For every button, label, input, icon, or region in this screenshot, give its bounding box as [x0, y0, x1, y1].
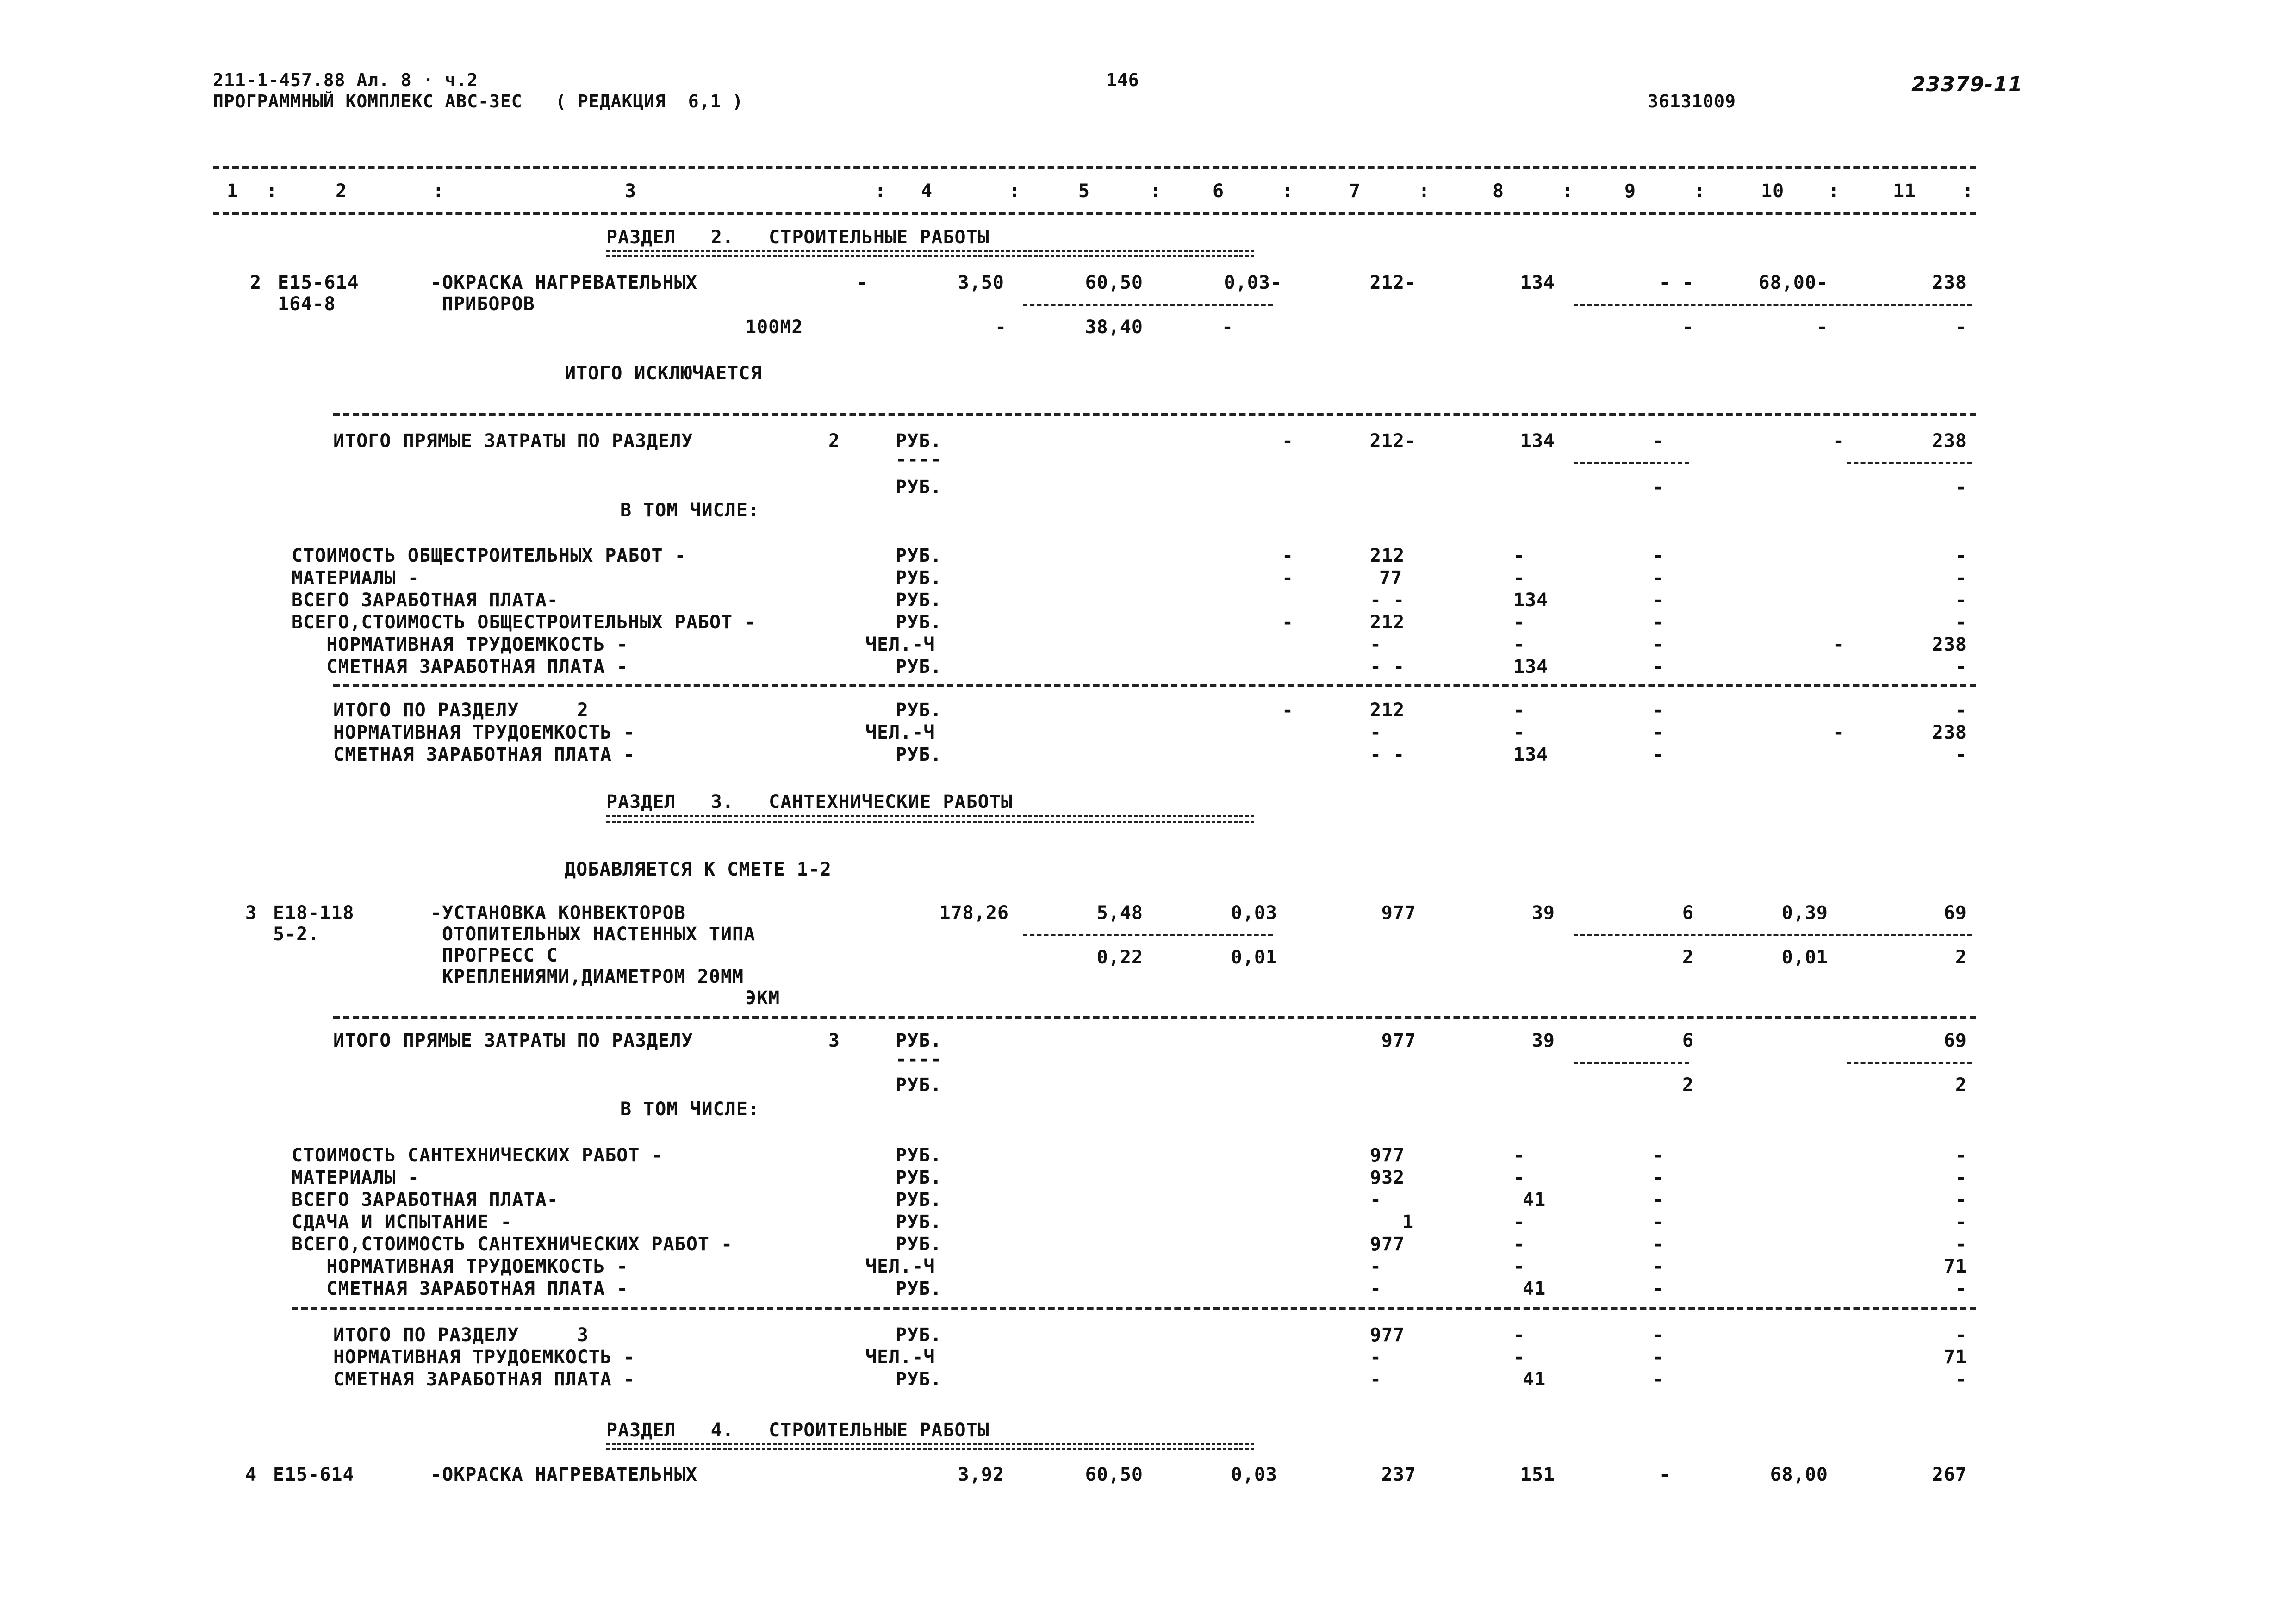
section-title: РАЗДЕЛ 2. СТРОИТЕЛЬНЫЕ РАБОТЫ — [606, 227, 989, 248]
cell: - — [1652, 1324, 1664, 1346]
row-label: СМЕТНАЯ ЗАРАБОТНАЯ ПЛАТА - — [292, 656, 628, 677]
cell: - — [1955, 317, 1967, 338]
unit: РУБ. — [896, 700, 942, 721]
cell: 932 — [1370, 1167, 1405, 1188]
sub-rule — [1023, 304, 1273, 306]
cell: - — [1652, 1167, 1664, 1188]
column-separators: : — [1562, 180, 1574, 202]
sub-rule — [1574, 462, 1689, 464]
cell: - — [1652, 634, 1664, 655]
column-header: 7 — [1349, 180, 1361, 202]
cell: - — [1370, 1278, 1382, 1299]
item-reference: 164-8 — [278, 293, 336, 315]
column-header: 5 — [1078, 180, 1090, 202]
section-number: 3 — [828, 1030, 840, 1051]
item-number: 4 — [245, 1464, 257, 1485]
column-header: 2 — [336, 180, 348, 202]
cell: - — [1370, 1256, 1382, 1277]
unit: РУБ. — [896, 1074, 942, 1096]
cell: 212- — [1369, 272, 1416, 293]
row-label: МАТЕРИАЛЫ - — [292, 1167, 419, 1188]
cell: - — [1513, 1324, 1525, 1346]
cell: 134 — [1513, 590, 1549, 611]
cell: 0,01 — [1781, 947, 1828, 968]
item-name: КРЕПЛЕНИЯМИ,ДИАМЕТРОМ 20ММ — [442, 966, 744, 988]
cell: - — [1955, 567, 1967, 589]
table-rule — [333, 1016, 1976, 1019]
cell: - — [1282, 545, 1294, 566]
unit: ЧЕЛ.-Ч — [865, 634, 935, 655]
column-separators: : — [1828, 180, 1840, 202]
cell: 212 — [1370, 612, 1405, 633]
column-separators: : — [1694, 180, 1706, 202]
row-label: СТОИМОСТЬ ОБЩЕСТРОИТЕЛЬНЫХ РАБОТ - — [292, 545, 686, 566]
cell: 0,03 — [1231, 1464, 1277, 1485]
cell: - — [1955, 700, 1967, 721]
cell: - — [1513, 700, 1525, 721]
cell: - — [1652, 590, 1664, 611]
unit: РУБ. — [896, 1145, 942, 1166]
cell: - — [1282, 700, 1294, 721]
unit: РУБ. — [896, 1369, 942, 1390]
cell: 41 — [1523, 1189, 1546, 1211]
cell: - — [1652, 1347, 1664, 1368]
item-unit: ЭКМ — [745, 988, 780, 1009]
cell: 0,03- — [1224, 272, 1282, 293]
cell: - — [1513, 1167, 1525, 1188]
cell: 6 — [1682, 1030, 1694, 1051]
including-label: В ТОМ ЧИСЛЕ: — [620, 1099, 759, 1120]
unit: РУБ. — [896, 656, 942, 677]
cell: 977 — [1370, 1324, 1405, 1346]
column-separators: : — [875, 180, 887, 202]
cell: - — [1682, 317, 1694, 338]
cell: - — [1833, 430, 1845, 452]
cell: - — [1652, 744, 1664, 765]
cell: - — [1282, 567, 1294, 589]
page-number: 146 — [1106, 70, 1139, 90]
unit: РУБ. — [896, 545, 942, 566]
cell: 237 — [1381, 1464, 1416, 1485]
item-name: -ОКРАСКА НАГРЕВАТЕЛЬНЫХ — [430, 1464, 697, 1485]
unit: РУБ. — [896, 430, 942, 452]
row-label: СДАЧА И ИСПЫТАНИЕ - — [292, 1211, 512, 1233]
row-label: НОРМАТИВНАЯ ТРУДОЕМКОСТЬ - — [333, 1347, 635, 1368]
cell: - — [1955, 1145, 1967, 1166]
cell: - — [1513, 1347, 1525, 1368]
unit: РУБ. — [896, 477, 942, 498]
row-label: ИТОГО ПРЯМЫЕ ЗАТРАТЫ ПО РАЗДЕЛУ — [333, 1030, 693, 1051]
item-number: 3 — [245, 902, 257, 924]
row-label: ИТОГО ПО РАЗДЕЛУ 3 — [333, 1324, 589, 1346]
cell: 977 — [1381, 902, 1416, 924]
cell: - - — [1370, 744, 1405, 765]
cell: - — [995, 317, 1007, 338]
cell: 5,48 — [1096, 902, 1143, 924]
item-reference: 5-2. — [273, 924, 320, 945]
cell: - — [1652, 1369, 1664, 1390]
program-title: ПРОГРАММНЫЙ КОМПЛЕКС АВС-ЗЕС ( РЕДАКЦИЯ 6,1 ) — [213, 91, 744, 112]
column-header: 4 — [921, 180, 933, 202]
item-name: ПРИБОРОВ — [442, 293, 535, 315]
column-header: 3 — [625, 180, 637, 202]
column-separators: : — [1009, 180, 1021, 202]
added-note: ДОБАВЛЯЕТСЯ К СМЕТЕ 1-2 — [565, 859, 832, 880]
cell: - — [1955, 1369, 1967, 1390]
cell: 3,50 — [958, 272, 1004, 293]
cell: - — [1652, 545, 1664, 566]
cell: 60,50 — [1085, 1464, 1143, 1485]
cell: - — [1652, 612, 1664, 633]
row-label: МАТЕРИАЛЫ - — [292, 567, 419, 589]
unit-dash: ---- — [896, 1049, 942, 1070]
unit: ЧЕЛ.-Ч — [865, 722, 935, 743]
cell: 41 — [1523, 1278, 1546, 1299]
cell: 134 — [1520, 430, 1555, 452]
cell: - — [1513, 1234, 1525, 1255]
row-label: ИТОГО ПРЯМЫЕ ЗАТРАТЫ ПО РАЗДЕЛУ — [333, 430, 693, 452]
cell: - — [1370, 1347, 1382, 1368]
item-unit: 100М2 — [745, 317, 803, 338]
column-header: 11 — [1893, 180, 1916, 202]
table-rule — [213, 166, 1976, 169]
cell: 71 — [1943, 1256, 1967, 1277]
unit: ЧЕЛ.-Ч — [865, 1347, 935, 1368]
cell: - — [1955, 1167, 1967, 1188]
unit: РУБ. — [896, 590, 942, 611]
table-rule — [333, 684, 1976, 687]
excluded-note: ИТОГО ИСКЛЮЧАЕТСЯ — [565, 363, 762, 384]
item-code: Е15-614 — [278, 272, 359, 293]
sub-rule — [1574, 304, 1972, 306]
item-name: ОТОПИТЕЛЬНЫХ НАСТЕННЫХ ТИПА — [442, 924, 756, 945]
section-number: 2 — [828, 430, 840, 452]
cell: - — [1513, 567, 1525, 589]
cell: 977 — [1381, 1030, 1416, 1051]
cell: - — [1652, 477, 1664, 498]
cell: - — [1652, 1256, 1664, 1277]
item-name: -УСТАНОВКА КОНВЕКТОРОВ — [430, 902, 686, 924]
cell: - — [1955, 590, 1967, 611]
cell: - — [1955, 1211, 1967, 1233]
unit: РУБ. — [896, 1211, 942, 1233]
cell: - — [1652, 1189, 1664, 1211]
column-header: 1 — [227, 180, 239, 202]
column-separators: : — [1282, 180, 1294, 202]
cell: - — [1652, 1211, 1664, 1233]
unit: РУБ. — [896, 1030, 942, 1051]
cell: - — [1652, 1278, 1664, 1299]
row-label: СТОИМОСТЬ САНТЕХНИЧЕСКИХ РАБОТ - — [292, 1145, 663, 1166]
sub-rule — [1023, 934, 1273, 936]
cell: - - — [1659, 272, 1694, 293]
column-header: 8 — [1493, 180, 1505, 202]
cell: 2 — [1955, 1074, 1967, 1096]
cell: 212 — [1370, 700, 1405, 721]
cell: 0,01 — [1231, 947, 1277, 968]
cell: 2 — [1955, 947, 1967, 968]
cell: 178,26 — [939, 902, 1009, 924]
sub-rule — [1847, 1062, 1972, 1064]
cell: - — [1652, 1234, 1664, 1255]
table-rule — [333, 413, 1976, 416]
double-rule — [606, 250, 1254, 257]
section-title: РАЗДЕЛ 3. САНТЕХНИЧЕСКИЕ РАБОТЫ — [606, 791, 1013, 813]
item-code: Е18-118 — [273, 902, 355, 924]
cell: 69 — [1943, 902, 1967, 924]
row-label: НОРМАТИВНАЯ ТРУДОЕМКОСТЬ - — [292, 634, 628, 655]
column-header: 6 — [1213, 180, 1225, 202]
cell: - — [1955, 656, 1967, 677]
cell: - — [1222, 317, 1234, 338]
cell: - — [1659, 1464, 1671, 1485]
cell: - — [1955, 1278, 1967, 1299]
item-number: 2 — [250, 272, 262, 293]
cell: 41 — [1523, 1369, 1546, 1390]
cell: - — [1955, 612, 1967, 633]
cell: - — [1652, 700, 1664, 721]
cell: 267 — [1932, 1464, 1967, 1485]
cell: - - — [1370, 656, 1405, 677]
cell: 0,39 — [1781, 902, 1828, 924]
cell: 2 — [1682, 1074, 1694, 1096]
row-label: СМЕТНАЯ ЗАРАБОТНАЯ ПЛАТА - — [292, 1278, 628, 1299]
cell: - — [1513, 545, 1525, 566]
cell: - — [1370, 634, 1382, 655]
cell: 212 — [1370, 545, 1405, 566]
document-code: 36131009 — [1648, 91, 1736, 112]
cell: - — [1513, 612, 1525, 633]
unit: РУБ. — [896, 567, 942, 589]
cell: - — [1816, 317, 1828, 338]
unit-dash: ---- — [896, 449, 942, 470]
cell: - — [1513, 1145, 1525, 1166]
cell: 2 — [1682, 947, 1694, 968]
item-name: -ОКРАСКА НАГРЕВАТЕЛЬНЫХ — [430, 272, 697, 293]
cell: - — [1652, 1145, 1664, 1166]
cell: 38,40 — [1085, 317, 1143, 338]
row-label: СМЕТНАЯ ЗАРАБОТНАЯ ПЛАТА - — [333, 1369, 635, 1390]
unit: ЧЕЛ.-Ч — [865, 1256, 935, 1277]
item-code: Е15-614 — [273, 1464, 355, 1485]
table-rule — [292, 1307, 1976, 1310]
including-label: В ТОМ ЧИСЛЕ: — [620, 500, 759, 521]
cell: - — [1513, 634, 1525, 655]
cell: - — [1370, 722, 1382, 743]
cell: - — [1955, 1234, 1967, 1255]
cell: 134 — [1513, 656, 1549, 677]
cell: - — [1652, 567, 1664, 589]
cell: 68,00- — [1758, 272, 1828, 293]
cell: - — [1513, 1211, 1525, 1233]
cell: - — [1955, 1324, 1967, 1346]
column-separators: : — [1962, 180, 1974, 202]
cell: - — [1282, 430, 1294, 452]
cell: - - — [1370, 590, 1405, 611]
row-label: НОРМАТИВНАЯ ТРУДОЕМКОСТЬ - — [333, 722, 635, 743]
cell: - — [1513, 722, 1525, 743]
cell: 134 — [1513, 744, 1549, 765]
row-label: ВСЕГО ЗАРАБОТНАЯ ПЛАТА- — [292, 1189, 559, 1211]
unit: РУБ. — [896, 1324, 942, 1346]
double-rule — [606, 815, 1254, 823]
unit: РУБ. — [896, 1189, 942, 1211]
document-reference: 211-1-457.88 Ал. 8 · ч.2 — [213, 70, 479, 90]
cell: - — [1652, 722, 1664, 743]
inventory-number: 23379-11 — [1911, 73, 2023, 96]
column-header: 9 — [1624, 180, 1636, 202]
cell: 71 — [1943, 1347, 1967, 1368]
cell: 212- — [1369, 430, 1416, 452]
cell: 77 — [1379, 567, 1403, 589]
cell: 3,92 — [958, 1464, 1004, 1485]
row-label: ИТОГО ПО РАЗДЕЛУ 2 — [333, 700, 589, 721]
cell: 238 — [1932, 430, 1967, 452]
cell: - — [1955, 744, 1967, 765]
cell: - — [1370, 1369, 1382, 1390]
cell: 1 — [1402, 1211, 1414, 1233]
cell: 0,03 — [1231, 902, 1277, 924]
row-label: ВСЕГО ЗАРАБОТНАЯ ПЛАТА- — [292, 590, 559, 611]
cell: - — [1370, 1189, 1382, 1211]
cell: 238 — [1932, 272, 1967, 293]
cell: 238 — [1932, 634, 1967, 655]
sub-rule — [1847, 462, 1972, 464]
column-separators: : — [433, 180, 445, 202]
cell: - — [1282, 612, 1294, 633]
unit: РУБ. — [896, 1167, 942, 1188]
cell: 151 — [1520, 1464, 1555, 1485]
cell: - — [1955, 477, 1967, 498]
cell: 6 — [1682, 902, 1694, 924]
column-header: 10 — [1761, 180, 1785, 202]
cell: - — [1652, 656, 1664, 677]
cell: - — [1833, 634, 1845, 655]
row-label: НОРМАТИВНАЯ ТРУДОЕМКОСТЬ - — [292, 1256, 628, 1277]
cell: 39 — [1531, 902, 1555, 924]
row-label: СМЕТНАЯ ЗАРАБОТНАЯ ПЛАТА - — [333, 744, 635, 765]
column-separators: : — [266, 180, 278, 202]
cell: 60,50 — [1085, 272, 1143, 293]
cell: - — [1652, 430, 1664, 452]
cell: - — [1955, 1189, 1967, 1211]
cell: - — [1833, 722, 1845, 743]
column-separators: : — [1419, 180, 1431, 202]
unit: РУБ. — [896, 1278, 942, 1299]
unit: РУБ. — [896, 612, 942, 633]
cell: - — [856, 272, 868, 293]
sub-rule — [1574, 934, 1972, 936]
row-label: ВСЕГО,СТОИМОСТЬ САНТЕХНИЧЕСКИХ РАБОТ - — [292, 1234, 733, 1255]
cell: 39 — [1531, 1030, 1555, 1051]
table-rule — [213, 212, 1976, 215]
cell: 0,22 — [1096, 947, 1143, 968]
section-title: РАЗДЕЛ 4. СТРОИТЕЛЬНЫЕ РАБОТЫ — [606, 1420, 989, 1441]
cell: 977 — [1370, 1234, 1405, 1255]
unit: РУБ. — [896, 744, 942, 765]
sub-rule — [1574, 1062, 1689, 1064]
cell: 977 — [1370, 1145, 1405, 1166]
item-name: ПРОГРЕСС С — [442, 945, 558, 966]
column-separators: : — [1150, 180, 1162, 202]
cell: 238 — [1932, 722, 1967, 743]
double-rule — [606, 1443, 1254, 1450]
unit: РУБ. — [896, 1234, 942, 1255]
cell: 69 — [1943, 1030, 1967, 1051]
cell: - — [1955, 545, 1967, 566]
row-label: ВСЕГО,СТОИМОСТЬ ОБЩЕСТРОИТЕЛЬНЫХ РАБОТ - — [292, 612, 756, 633]
cell: 68,00 — [1770, 1464, 1828, 1485]
cell: - — [1513, 1256, 1525, 1277]
cell: 134 — [1520, 272, 1555, 293]
